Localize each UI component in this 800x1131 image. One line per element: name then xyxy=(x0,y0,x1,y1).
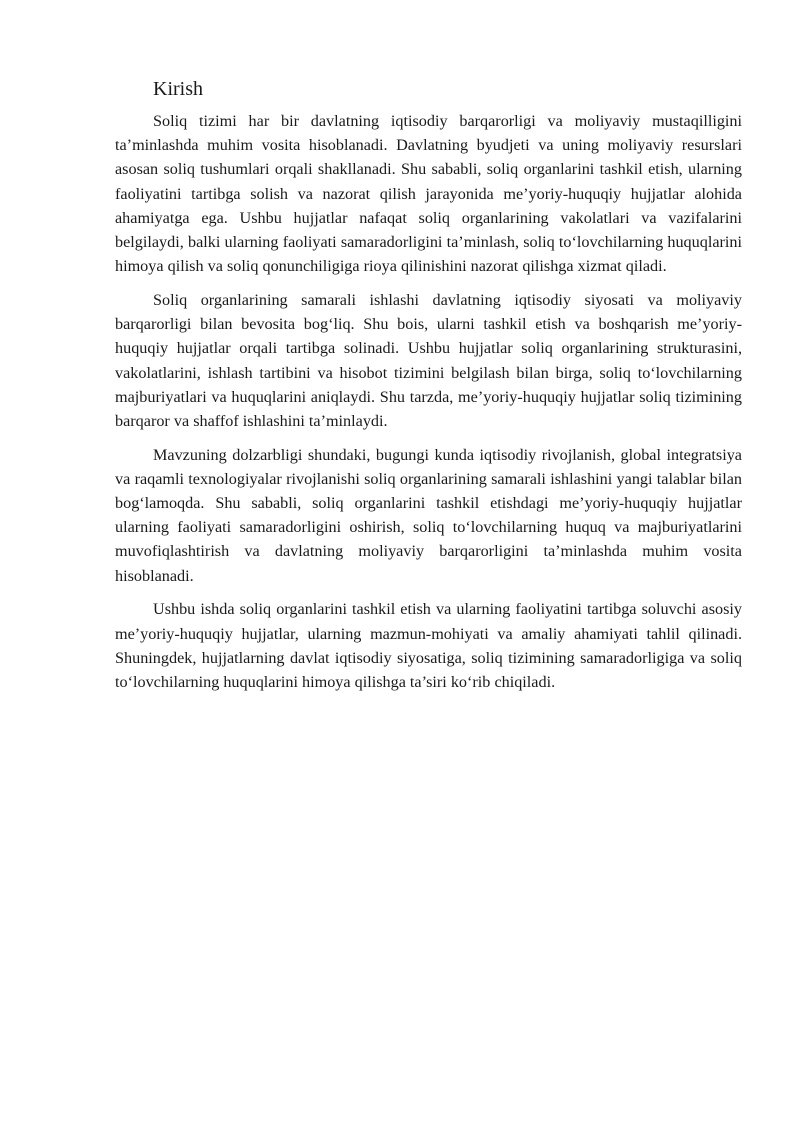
paragraph-2: Soliq organlarining samarali ishlashi davlatning iqtisodiy siyosati va moliyaviy barqarorligi bilan bevosita bog‘liq. Shu bois, ularni tashkil etish va boshqarish me’yoriy-huquqiy hujjatlar orqali tartibga solinadi. Ushbu hujjatlar soliq organlarining strukturasini, vakolatlarini, ishlash tartibini va hisobot tizimini belgilash bilan birga, soliq to‘lovchilarning majburiyatlari va huquqlarini aniqlaydi. Shu tarzda, me’yoriy-huquqiy hujjatlar soliq tizimining barqaror va shaffof ishlashini ta’minlaydi. xyxy=(115,290,742,430)
paragraph-4: Ushbu ishda soliq organlarini tashkil etish va ularning faoliyatini tartibga soluvchi asosiy me’yoriy-huquqiy hujjatlar, ularning mazmun-mohiyati va amaliy ahamiyati tahlil qilinadi. Shuningdek, hujjatlarning davlat iqtisodiy siyosatiga, soliq tizimining samaradorligiga va soliq to‘lovchilarning huquqlarini himoya qilishga ta’siri ko‘rib chiqiladi. xyxy=(115,600,742,691)
paragraph-3: Mavzuning dolzarbligi shundaki, bugungi kunda iqtisodiy rivojlanish, global integratsiya va raqamli texnologiyalar rivojlanishi soliq organlarining samarali ishlashini yangi talablar bilan bog‘lamoqda. Shu sababli, soliq organlarini tashkil etishdagi me’yoriy-huquqiy hujjatlar ularning faoliyati samaradorligini oshirish, soliq to‘lovchilarning huquq va majburiyatlarini muvofiqlashtirish va davlatning moliyaviy barqarorligini ta’minlashda muhim vosita hisoblanadi. xyxy=(115,445,742,585)
paragraph-1: Soliq tizimi har bir davlatning iqtisodiy barqarorligi va moliyaviy mustaqilligini ta’minlashda muhim vosita hisoblanadi. Davlatning byudjeti va uning moliyaviy resurslari asosan soliq tushumlari orqali shakllanadi. Shu sababli, soliq organlarini tashkil etish, ularning faoliyatini tartibga solish va nazorat qilish jarayonida me’yoriy-huquqiy hujjatlar alohida ahamiyatga ega. Ushbu hujjatlar nafaqat soliq organlarining vakolatlari va vazifalarini belgilaydi, balki ularning faoliyati samaradorligini ta’minlash, soliq to‘lovchilarning huquqlarini himoya qilish va soliq qonunchiligiga rioya qilinishini nazorat qilishga xizmat qiladi. xyxy=(115,112,742,276)
section-heading: Kirish xyxy=(153,78,203,100)
document-page xyxy=(115,75,742,704)
